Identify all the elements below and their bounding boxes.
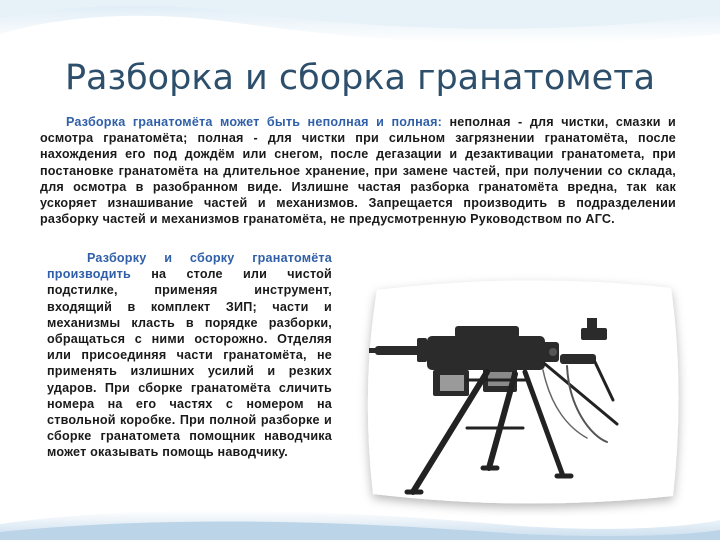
paragraph-assembly-rules-lead: Разборку и сборку гранатомёта производить [47, 251, 332, 282]
paragraph-disassembly-types [40, 114, 676, 227]
grenade-launcher-photo [355, 268, 693, 516]
paragraph-assembly-rules [47, 250, 332, 461]
paragraph-assembly-rules-body: на столе или чистой подстилке, применяя инструмент, входящий в комплект ЗИП; части и механизмы класть в порядке разборки, обращаться с ними осторожно. Отделяя или присоединяя части гранатомёта, не применять излишних усилий и резких ударов. При сборке гранатомёта сличить номера на его частях с номером на ствольной коробке. При полной разборке и сборке гранатомета помощник наводчика может оказывать помощь наводчику. [47, 267, 332, 460]
paragraph-disassembly-types-body: неполная - для чистки, смазки и осмотра гранатомёта; полная - для чистки при сильном загрязнении гранатомёта, после нахождения его под дождём или снегом, после дегазации и дезактивации гранатомета, при постановке гранатомёта на длительное хранение, при замене частей, при получении со склада, для осмотра в разобранном виде. Излишне частая разборка гранатомёта вредна, так как ускоряет изнашивание частей и механизмов. Запрещается производить в подразделении разборку частей и механизмов гранатомёта, не предусмотренную Руководством по АГС. [40, 115, 676, 227]
paragraph-disassembly-types-lead: Разборка гранатомёта может быть неполная и полная: [66, 115, 443, 129]
slide-title: Разборка и сборка гранатомета [64, 58, 656, 98]
